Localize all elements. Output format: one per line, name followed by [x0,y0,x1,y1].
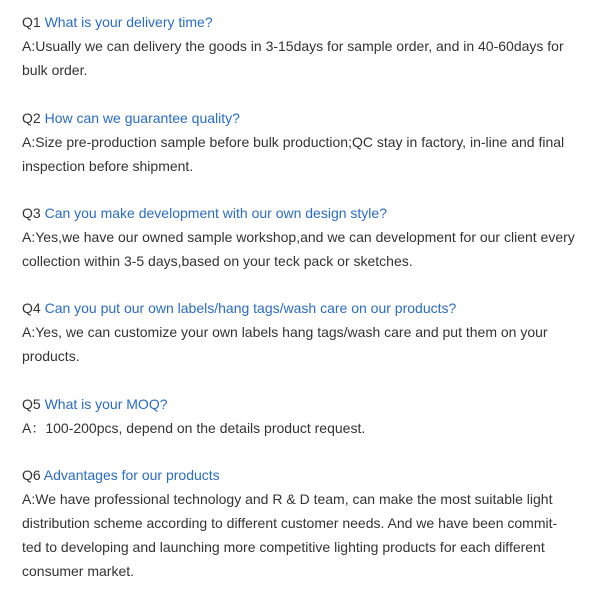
answer-line: products. [22,348,80,364]
answer-line: A:Yes,we have our owned sample workshop,and we can development for our client every [22,229,575,245]
question-number: Q4 [22,300,45,316]
answer-line: consumer market. [22,563,135,579]
faq-item-2 [22,106,590,178]
answer-line: bulk order. [22,62,88,78]
question-text: Can you put our own labels/hang tags/wash care on our products? [44,300,457,316]
faq-item-5 [22,392,590,440]
answer-line: ted to developing and launching more competitive lighting products for each different [22,539,545,555]
question-text: How can we guarantee quality? [44,110,240,126]
answer-line: inspection before shipment. [22,158,194,174]
answer-line: A:We have professional technology and R & D team, can make the most suitable light [22,491,553,507]
question-text: Can you make development with our own design style? [44,205,387,221]
question-6 [22,463,590,487]
question-number: Q2 [22,110,45,126]
question-1 [22,10,590,34]
answer-line: A:Yes, we can customize your own labels hang tags/wash care and put them on your [22,324,548,340]
question-3 [22,201,590,225]
question-number: Q3 [22,205,45,221]
answer-line: collection within 3-5 days,based on your teck pack or sketches. [22,253,413,269]
question-number: Q1 [22,14,45,30]
faq-item-4 [22,296,590,368]
answer-line: A:Size pre-production sample before bulk production;QC stay in factory, in-line and final [22,134,565,150]
faq-item-6 [22,463,590,583]
question-4 [22,296,590,320]
answer-line: A：100-200pcs, depend on the details product request. [22,420,366,436]
question-text: What is your delivery time? [44,14,213,30]
answer-line: distribution scheme according to different customer needs. And we have been commit- [22,515,558,531]
question-text: Advantages for our products [43,467,220,483]
question-text: What is your MOQ? [44,396,168,412]
question-5 [22,392,590,416]
faq-item-3 [22,201,590,273]
answer-line: A:Usually we can delivery the goods in 3-15days for sample order, and in 40-60days for [22,38,564,54]
question-2 [22,106,590,130]
faq-item-1 [22,10,590,82]
question-number: Q6 [22,467,44,483]
question-number: Q5 [22,396,45,412]
